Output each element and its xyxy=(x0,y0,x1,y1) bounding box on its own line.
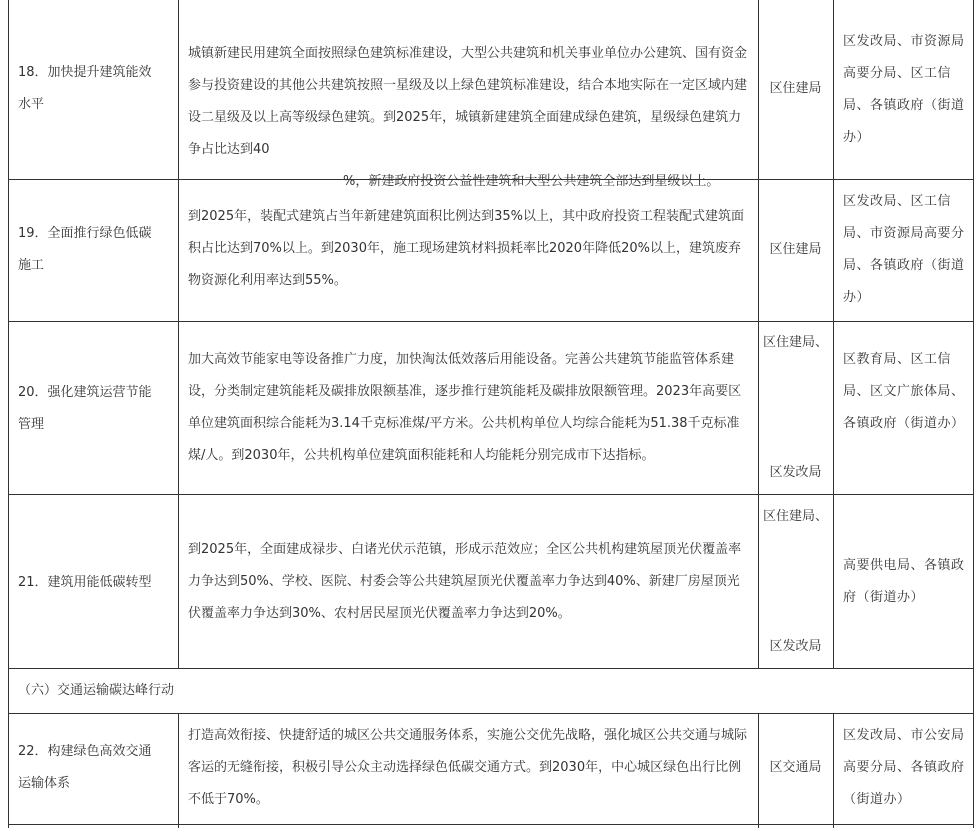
lead-department-a: 区住建局、 xyxy=(762,335,828,350)
row-border xyxy=(8,824,973,825)
row-border xyxy=(8,494,973,495)
item-title: 19．全面推行绿色低碳施工 xyxy=(18,226,152,273)
lead-department-b: 区发改局 xyxy=(769,639,822,654)
item-title: 18．加快提升建筑能效水平 xyxy=(18,65,152,112)
item-content: 到2025年，全面建成禄步、白诸光伏示范镇，形成示范效应；全区公共机构建筑屋顶光伏覆盖率力争达到50%、学校、医院、村委会等公共建筑屋顶光伏覆盖率力争达到40%、新建厂房屋顶光伏覆盖率力争达到30%、农村居民屋顶光伏覆盖率力争达到20%。 xyxy=(188,542,742,621)
lead-department: 区住建局 xyxy=(769,81,822,96)
row-border xyxy=(8,668,973,669)
support-departments: 区教育局、区工信局、区文广旅体局、各镇政府（街道办） xyxy=(843,352,965,431)
support-departments: 高要供电局、各镇政府（街道办） xyxy=(843,558,965,605)
item-title: 22．构建绿色高效交通运输体系 xyxy=(18,744,152,791)
row-border xyxy=(8,321,973,322)
support-departments: 区发改局、区工信局、市资源局高要分局、各镇政府（街道办） xyxy=(843,194,965,305)
item-content: 到2025年，装配式建筑占当年新建建筑面积比例达到35%以上，其中政府投资工程装配式建筑面积占比达到70%以上。到2030年，施工现场建筑材料损耗率比2020年降低20%以上，建筑废弃物资源化利用率达到55%。 xyxy=(188,209,744,288)
lead-department-a: 区住建局、 xyxy=(762,509,828,524)
table-right-border xyxy=(973,0,974,828)
item-content: 打造高效衔接、快捷舒适的城区公共交通服务体系，实施公交优先战略，强化城区公共交通与城际客运的无缝衔接，积极引导公众主动选择绿色低碳交通方式。到2030年，中心城区绿色出行比例不低于70%。 xyxy=(188,728,748,807)
lead-department: 区住建局 xyxy=(769,242,822,257)
lead-department-b: 区发改局 xyxy=(769,465,822,480)
item-title: 20．强化建筑运营节能管理 xyxy=(18,385,152,432)
lead-department: 区交通局 xyxy=(769,760,822,775)
support-departments: 区发改局、市公安局高要分局、各镇政府（街道办） xyxy=(843,728,965,807)
content-text-tail: %，新建政府投资公益性建筑和大型公共建筑全部达到星级以上。 xyxy=(343,174,720,189)
item-content xyxy=(178,6,758,230)
section-heading: （六）交通运输碳达峰行动 xyxy=(18,683,175,698)
support-departments: 区发改局、市资源局高要分局、区工信局、各镇政府（街道办） xyxy=(843,34,965,145)
content-text: 城镇新建民用建筑全面按照绿色建筑标准建设，大型公共建筑和机关事业单位办公建筑、国有资金参与投资建设的其他公共建筑按照一星级及以上绿色建筑标准建设，结合本地实际在一定区域内建设二星级及以上高等级绿色建筑。到2025年，城镇新建建筑全面建成绿色建筑，星级绿色建筑力争占比达到40 xyxy=(188,46,748,157)
item-content: 加大高效节能家电等设备推广力度，加快淘汰低效落后用能设备。完善公共建筑节能监管体系建设，分类制定建筑能耗及碳排放限额基准，逐步推行建筑能耗及碳排放限额管理。2023年高要区单位建筑面积综合能耗为3.14千克标准煤/平方米。公共机构单位人均综合能耗为51.38千克标准煤/人。到2030年，公共机构单位建筑面积能耗和人均能耗分别完成市下达指标。 xyxy=(188,352,742,463)
row-border xyxy=(8,713,973,714)
item-title: 21．建筑用能低碳转型 xyxy=(18,575,152,590)
